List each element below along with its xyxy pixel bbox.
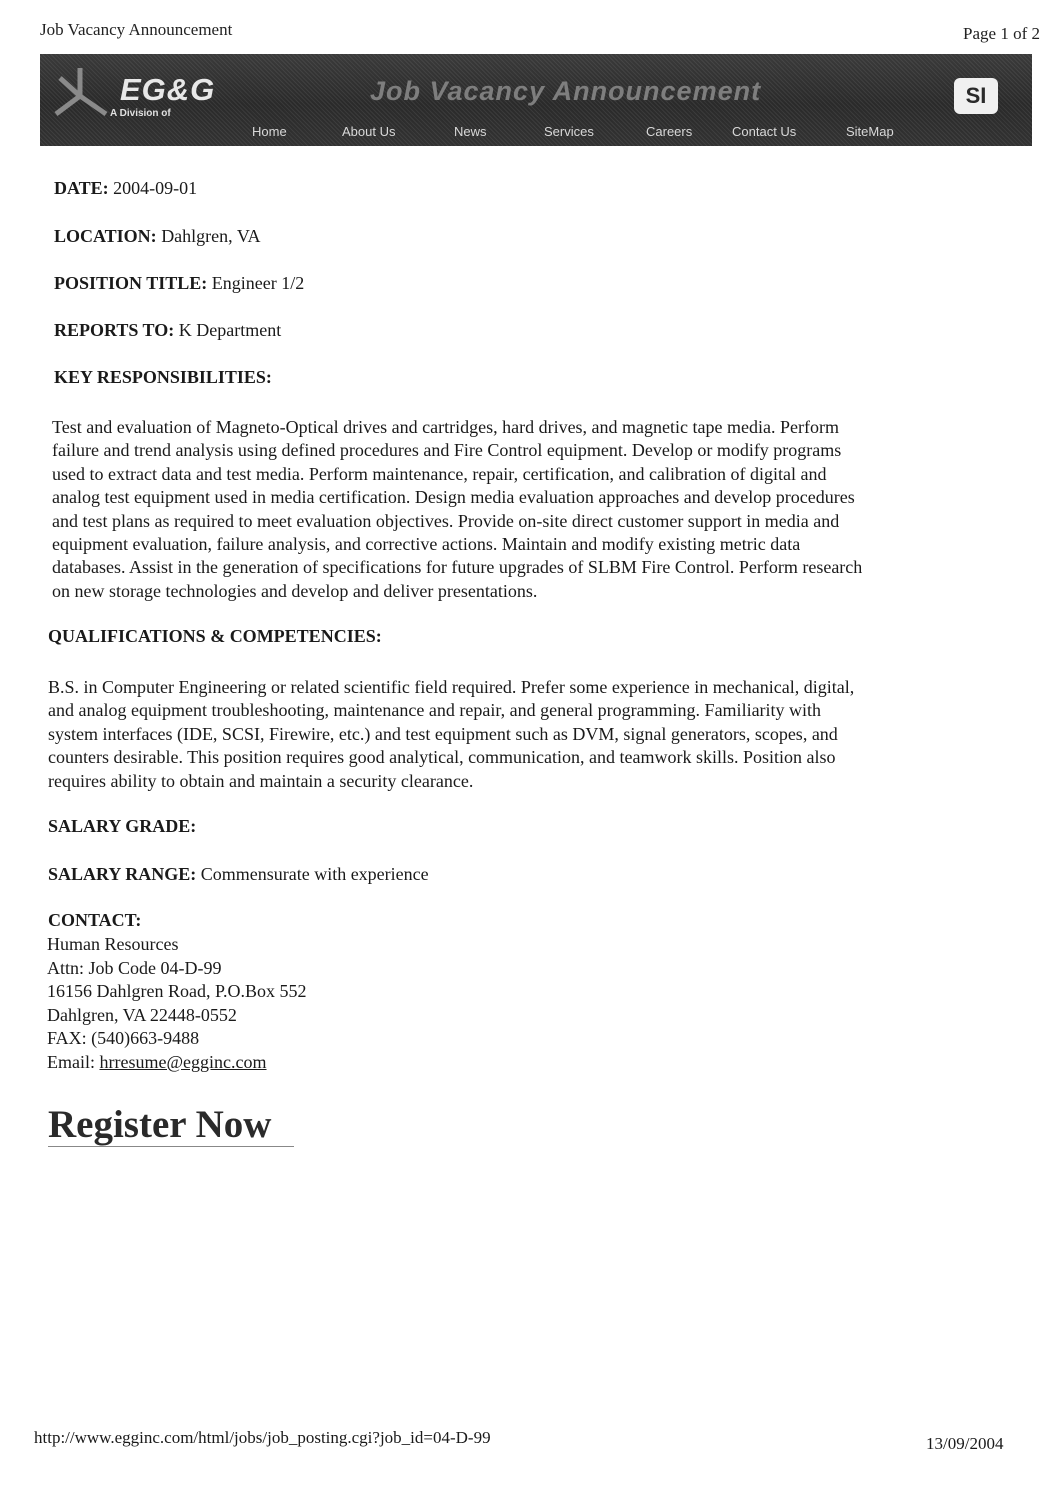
text-line: databases. Assist in the generation of specifications for future upgrades of SLBM Fire Control. Perform research <box>52 557 863 578</box>
nav-careers[interactable]: Careers <box>646 124 693 139</box>
email-label: Email: <box>47 1051 95 1072</box>
contact-line: FAX: (540)663-9488 <box>47 1028 200 1048</box>
text-line: and test plans as required to meet evaluation objectives. Provide on-site direct customer support in media and <box>52 510 840 531</box>
site-banner <box>40 54 1032 146</box>
text-line: system interfaces (IDE, SCSI, Firewire, etc.) and test equipment such as DVM, signal generators, scopes, and <box>48 723 838 744</box>
text-line: on new storage technologies and develop and deliver presentations. <box>52 580 538 601</box>
salary-range-field <box>48 864 429 885</box>
responsibilities-heading: KEY RESPONSIBILITIES: <box>54 367 272 387</box>
salary-grade-label: SALARY GRADE: <box>48 816 197 836</box>
text-line: requires ability to obtain and maintain a security clearance. <box>48 770 474 791</box>
text-line: Test and evaluation of Magneto-Optical drives and cartridges, hard drives, and magnetic tape media. Perform <box>52 417 839 437</box>
date-label: DATE: <box>54 178 109 198</box>
text-line: failure and trend analysis using defined procedures and Fire Control equipment. Develop or modify programs <box>52 440 842 461</box>
text-line: and analog equipment troubleshooting, maintenance and repair, and general programming. Familiarity with <box>48 700 822 721</box>
reports-value: K Department <box>178 320 282 340</box>
register-now-link[interactable]: Register Now <box>48 1103 272 1146</box>
nav-sitemap[interactable]: SiteMap <box>846 124 894 139</box>
text-line: analog test equipment used in media certification. Design media evaluation approaches and develop procedures <box>52 487 855 508</box>
eg-logo-icon <box>46 58 116 142</box>
location-label: LOCATION: <box>54 226 157 246</box>
division-text: A Division of <box>110 108 171 119</box>
contact-line: Human Resources <box>47 934 179 954</box>
register-underline <box>48 1146 294 1147</box>
date-field <box>54 178 197 199</box>
si-logo-icon[interactable]: SI <box>954 78 998 114</box>
main-nav <box>252 124 916 139</box>
qualifications-heading: QUALIFICATIONS & COMPETENCIES: <box>48 626 382 646</box>
text-line: equipment evaluation, failure analysis, and corrective actions. Maintain and modify existing metric data <box>52 534 801 555</box>
contact-line: 16156 Dahlgren Road, P.O.Box 552 <box>47 981 307 1001</box>
position-value: Engineer 1/2 <box>211 273 305 293</box>
email-link[interactable]: hrresume@egginc.com <box>99 1051 267 1072</box>
egg-logo[interactable]: EG&G <box>120 72 216 107</box>
page-number: Page 1 of 2 <box>963 24 1040 43</box>
position-field <box>54 273 304 294</box>
reports-field <box>54 320 281 341</box>
text-line: counters desirable. This position requires good analytical, communication, and teamwork skills. Position also <box>48 747 836 768</box>
nav-news[interactable]: News <box>454 124 487 139</box>
contact-line: Attn: Job Code 04-D-99 <box>47 957 222 978</box>
qualifications-text <box>48 676 854 793</box>
location-field <box>54 226 261 247</box>
footer-url: http://www.egginc.com/html/jobs/job_posting.cgi?job_id=04-D-99 <box>34 1428 491 1447</box>
contact-heading: CONTACT: <box>48 910 142 930</box>
text-line: used to extract data and test media. Perform maintenance, repair, certification, and calibration of digital and <box>52 463 827 484</box>
footer-date: 13/09/2004 <box>926 1434 1004 1453</box>
nav-contact-us[interactable]: Contact Us <box>732 124 797 139</box>
date-value: 2004-09-01 <box>113 178 198 198</box>
nav-home[interactable]: Home <box>252 124 287 139</box>
contact-block <box>47 933 307 1074</box>
print-header-title: Job Vacancy Announcement <box>40 20 233 39</box>
responsibilities-text <box>52 416 862 603</box>
text-line: B.S. in Computer Engineering or related scientific field required. Prefer some experience in mechanical, digital, <box>48 677 855 697</box>
nav-services[interactable]: Services <box>544 124 594 139</box>
nav-about-us[interactable]: About Us <box>342 124 396 139</box>
contact-line: Dahlgren, VA 22448-0552 <box>47 1004 237 1025</box>
salary-range-value: Commensurate with experience <box>200 864 429 884</box>
reports-label: REPORTS TO: <box>54 320 175 340</box>
banner-title: Job Vacancy Announcement <box>370 76 762 106</box>
location-value: Dahlgren, VA <box>161 226 261 246</box>
email-line <box>47 1051 307 1075</box>
position-label: POSITION TITLE: <box>54 273 208 293</box>
salary-range-label: SALARY RANGE: <box>48 864 197 884</box>
